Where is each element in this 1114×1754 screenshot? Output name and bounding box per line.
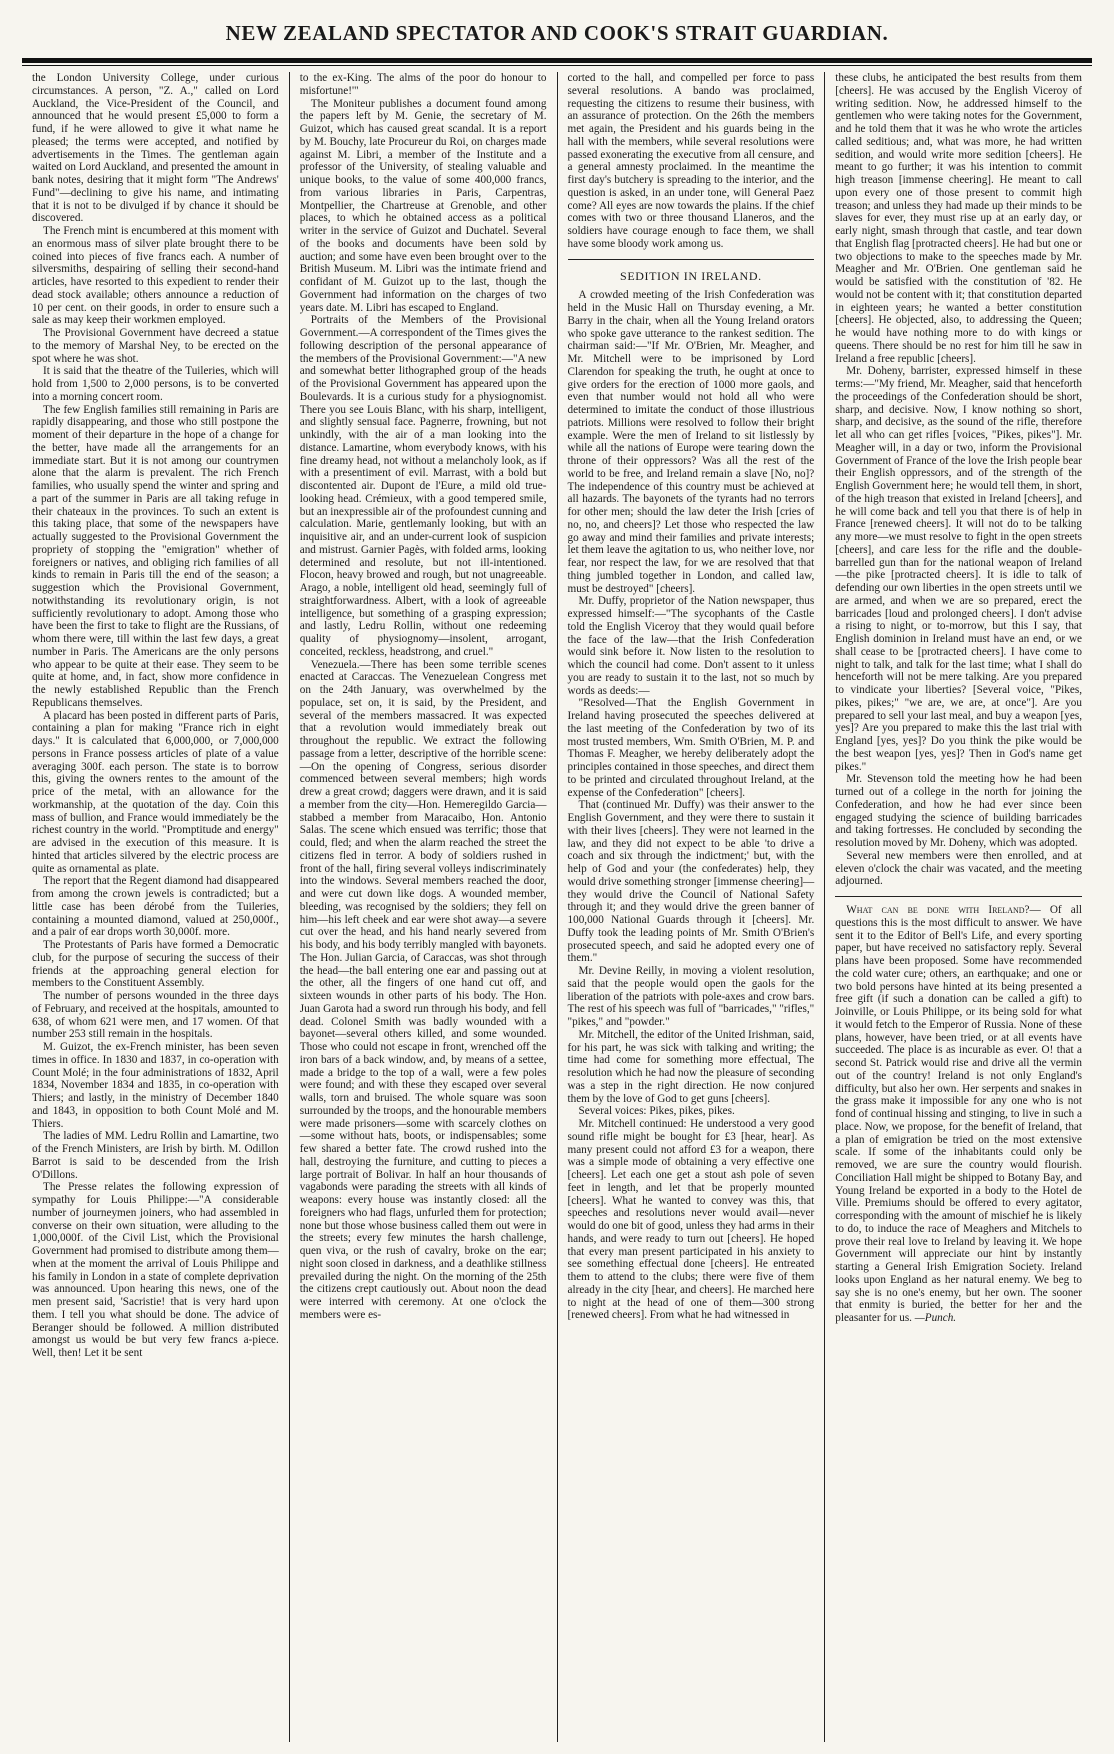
paragraph: M. Guizot, the ex-French minister, has been seven times in office. In 1830 and 1837, in co-operation with Count Molé; in the four administrations of 1832, April 1834, November 1834 and 1835, in co-operation with Thiers; and lastly, in the ministry of December 1840 and 1843, in opposition to both Count Molé and M. Thiers. bbox=[32, 1041, 279, 1130]
paragraph: Mr. Stevenson told the meeting how he had been turned out of a college in the north for joining the Confederation, and how he had ever since been engaged studying the science of building barricades and taking fortresses. He concluded by seconding the resolution moved by Mr. Doheny, which was adopted. bbox=[835, 773, 1082, 849]
paragraph: The ladies of MM. Ledru Rollin and Lamartine, two of the French Ministers, are Irish by birth. M. Odillon Barrot is said to be descended from the Irish O'Dillons. bbox=[32, 1130, 279, 1181]
paragraph: It is said that the theatre of the Tuileries, which will hold from 1,500 to 2,000 persons, is to be converted into a morning concert room. bbox=[32, 365, 279, 403]
column-3 bbox=[557, 72, 825, 1742]
paragraph: The French mint is encumbered at this moment with an enormous mass of silver plate brought there to be coined into pieces of five francs each. A number of silversmiths, despairing of selling their second-hand articles, have resorted to this expedient to render their dead stock available; others announce a reduction of 10 per cent. on their goods, in order to ensure such a sale as may keep their workmen employed. bbox=[32, 225, 279, 327]
paragraph: "Resolved—That the English Government in Ireland having prosecuted the speeches delivered at the last meeting of the Confederation by two of its most trusted members, Wm. Smith O'Brien, M. P. and Thomas F. Meagher, we hereby deliberately adopt the principles contained in those speeches, and direct them to be printed and circulated throughout Ireland, at the expense of the Confederation" [cheers]. bbox=[567, 697, 815, 799]
paragraph: The few English families still remaining in Paris are rapidly disappearing, and those who still postpone the moment of their departure in the hope of a change for the better, have made all the arrangements for an immediate start. But it is not among our countrymen alone that the alarm is prevalent. The rich French families, who usually spend the winter and spring and a part of the summer in Paris are all taking refuge in their chateaux in the provinces. To such an extent is this taking place, that some of the newspapers have actually suggested to the Provisional Government the propriety of stopping the "emigration" whether of foreigners or natives, and obliging rich families of all kinds to remain in Paris till the end of the season; a suggestion which the Provisional Government, notwithstanding its revolutionary origin, is not sufficiently revolutionary to adopt. Among those who have been the first to take to flight are the Russians, of whom there were, till within the last few days, a great number in Paris. The Americans are the only persons who appear to be quite at their ease. They seem to be quite at home, and, in fact, show more confidence in the newly established Republic than the French Republicans themselves. bbox=[32, 403, 279, 709]
paragraph: Several voices: Pikes, pikes, pikes. bbox=[578, 1105, 735, 1118]
section-divider bbox=[835, 896, 1082, 897]
paragraph: Mr. Devine Reilly, in moving a violent resolution, said that the people would open the gaols for the liberation of the patriots with pole-axes and crow bars. The rest of his speech was full of "barricades," "rifles," "pikes," and "powder." bbox=[567, 965, 815, 1028]
paragraph: these clubs, he anticipated the best results from them [cheers]. He was accused by the English Viceroy of writing sedition. Now, he addressed himself to the gentlemen who were taking notes for the Government, and he told them that it was he who wrote the articles called seditious; and, what was more, he had written sedition, and would write more sedition [cheers]. He meant to go further; it was his intention to commit high treason [immense cheering]. He meant to call upon every one of those present to commit high treason; and unless they had made up their minds to be slaves for ever, they must rise up at an early day, or early night, smash through that castle, and tear down that English flag [protracted cheers]. He had but one or two objections to make to the speeches made by Mr. Meagher and Mr. O'Brien. One gentleman said he would be satisfied with the constitution of '82. He would not be content with it; that constitution departed in eighteen years; he wanted a better constitution [cheers]. He objected, also, to addressing the Queen; he would have nothing more to do with kings or queens. There should be no rest for him till he saw in Ireland a free republic [cheers]. bbox=[835, 72, 1082, 365]
masthead-title: NEW ZEALAND SPECTATOR AND COOK'S STRAIT GUARDIAN. bbox=[225, 21, 889, 45]
paragraph: Mr. Mitchell, the editor of the United Irishman, said, for his part, he was sick with talking and writing; the time had come for something more effectual, The resolution which he had now the pleasure of seconding was a step in the right direction. He now conjured them by the love of God to get guns [cheers]. bbox=[567, 1028, 815, 1105]
punch-signoff: —Punch. bbox=[914, 1312, 957, 1324]
masthead-rule-thin bbox=[22, 65, 1092, 66]
paragraph: The Protestants of Paris have formed a Democratic club, for the purpose of securing the success of their friends at the approaching general election for members to the Constituent Assembly. bbox=[32, 939, 279, 990]
punch-heading: What can be done with Ireland?— bbox=[846, 904, 1041, 916]
column-4 bbox=[824, 72, 1092, 1742]
paragraph: to the ex-King. The alms of the poor do honour to misfortune!'" bbox=[299, 72, 547, 97]
column-2 bbox=[289, 72, 557, 1742]
paragraph: A placard has been posted in different parts of Paris, containing a plan for making "France rich in eight days." It is calculated that 6,000,000, or 7,000,000 persons in France possess articles of plate of a value averaging 300f. each person. The state is to borrow this, giving the owners rentes to the amount of the price of the metal, with an allowance for the workmanship, at the quotation of the day. Coin this mass of bullion, and France would immediately be the richest country in the world. "Promptitude and energy" are advised in the execution of this measure. It is hinted that articles silvered by the electric process are quite as ornamental as plate. bbox=[32, 709, 279, 875]
punch-body: Of all questions this is the most difficult to answer. We have sent it to the Editor of Bell's Life, and every sporting paper, but have received no satisfactory reply. Several plans have been proposed. Some have recommended the cold water cure; others, an earthquake; and one or two bold persons have hinted at its being presented a free gift (if such a donation can be called a gift) to Joinville, or Louis Philippe, or its being sold for what it would fetch to the Emperor of Russia. None of these plans, however, have been tried, or at all events have succeeded. The place is as incurable as ever. O! that a second St. Patrick would rise and drive all the vermin out of the country! Ireland is not only England's difficulty, but also her own. Her serpents and snakes in the grass make it impossible for any one who is not fond of continual hissing and stinging, to live in such a place. Now, we propose, for the benefit of Ireland, that a plan of emigration be tried on the most extensive scale. If some of the inhabitants could only be removed, we are sure the country would flourish. Conciliation Hall might be shipped to Botany Bay, and Young Ireland be exported in a body to the Hotel de Ville. Premiums should be offered to every agitator, corresponding with the amount of mischief he is likely to do, to induce the race of Meaghers and Mitchels to prove their real love to Ireland by leaving it. We hope Government will appreciate our hint by instantly starting a General Irish Emigration Society. Ireland looks upon England as her natural enemy. We beg to say she is no one's enemy, but her own. The sooner that enmity is buried, the better for her and the pleasanter for us. bbox=[835, 904, 1082, 1324]
paragraph: Portraits of the Members of the Provisional Government.—A correspondent of the Times gives the following description of the personal appearance of the members of the Provisional Government:—"A new and somewhat better lithographed group of the heads of the Provisional Government has appeared upon the Boulevards. It is a curious study for a physiognomist. There you see Louis Blanc, with his sharp, intelligent, and slightly sensual face. Pagnerre, frowning, but not unkindly, with the air of a man looking into the distance. Lamartine, whom everybody knows, with his fine dreamy head, not without a melancholy look, as if with a presentiment of evil. Marrast, with a bold but discontented air. Dupont de l'Eure, a mild old true-looking head. Crémieux, with a good tempered smile, but an inexpressible air of the profoundest cunning and calculation. Marie, gentlemanly looking, but with an inquisitive air, and an under-current look of suspicion and mistrust. Garnier Pagès, with folded arms, looking determined and resolute, but not ill-intentioned. Flocon, heavy browed and rough, but not unagreeable. Arago, a noble, intelligent old head, seemingly full of straightforwardness. Albert, with a look of agreeable intelligence, but something of a grasping expression; and lastly, Ledru Rollin, without one redeeming quality of physiognomy—insolent, arrogant, conceited, reckless, headstrong, and cruel." bbox=[299, 314, 547, 658]
masthead-rule-thick bbox=[22, 58, 1092, 63]
paragraph: corted to the hall, and compelled per force to pass several resolutions. A bando was proclaimed, requesting the citizens to resume their business, with an assurance of protection. On the 26th the members met again, the President and his guards being in the hall with the members, while several resolutions were passed exonerating the executive from all censure, and a general amnesty proclaimed. In the meantime the first day's butchery is spreading to the interior, and the question is asked, in an under tone, will General Paez come? All eyes are now towards the plains. If the chief comes with two or three thousand Llaneros, and the soldiers have courage enough to face them, we shall have some bloody work among us. bbox=[567, 72, 815, 250]
paragraph: That (continued Mr. Duffy) was their answer to the English Government, and they were there to sustain it with their lives [cheers]. They were not learned in the law, and they did not expect to be able 'to drive a coach and six through the indictment;' but, with the help of God and your (the confederates) help, they would drive something stronger [immense cheering]—they would drive the Council of National Safety through it; and they would drive the green banner of 100,000 National Guards through it [cheers]. Mr. Duffy took the leading points of Mr. Smith O'Brien's prosecuted speech, and said he adopted every one of them." bbox=[567, 799, 815, 965]
paragraph: Mr. Doheny, barrister, expressed himself in these terms:—"My friend, Mr. Meagher, said that henceforth the proceedings of the Confederation should be short, sharp, and decisive. Now, I know nothing so short, sharp, and decisive, as the sound of the rifle, therefore let all who can get rifles [voices, "Pikes, pikes"]. Mr. Meagher will, in a day or two, inform the Provisional Government of France of the love the Irish people bear their English oppressors, and of the strength of the English Government here; he would tell them, in short, of the high treason that existed in Ireland [cheers], and he will come back and tell you that there is of help in France [renewed cheers]. It will not do to be talking any more—we must resolve to fight in the open streets [cheers], and care less for the rifle and the double-barrelled gun than for the national weapon of Ireland—the pike [protracted cheers]. It is idle to talk of defending our own liberties in the open streets until we are armed, and when we are so prepared, erect the barricades [loud and prolonged cheers]. I don't advise a rising to night, or to-morrow, but this I say, that English dominion in Ireland must have an end, or we shall cease to be [protracted cheers]. I have come to night to talk, and talk for the last time; what I shall do henceforth will not be mere talking. Are you prepared to vindicate your liberties? [Several voice, "Pikes, pikes, pikes;" "we are, we are, at once"]. Are you prepared to sell your last meal, and buy a weapon [yes, yes]? Are you prepared to make this the last trial with England [yes, yes]? Do you think the pike would be the best weapon [yes, yes]? Then in God's name get pikes." bbox=[835, 365, 1082, 773]
paragraph: The Provisional Government have decreed a statue to the memory of Marshal Ney, to be erected on the spot where he was shot. bbox=[32, 327, 279, 365]
paragraph: The Presse relates the following expression of sympathy for Louis Philippe:—"A considerable number of journeymen joiners, who had assembled in converse on their own situation, were alluding to the 1,000,000f. of the Civil List, which the Provisional Government had promised to distribute among them—when at the moment the arrival of Louis Philippe and his family in London in a state of complete deprivation was announced. Upon hearing this news, one of the men present said, 'Sacristie! that is very hard upon them. I tell you what should be done. The advice of Beranger should be followed. A million distributed amongst us would be but very few francs a-piece. Well, then! Let it be sent bbox=[32, 1181, 279, 1359]
section-divider bbox=[568, 259, 815, 260]
paragraph: A crowded meeting of the Irish Confederation was held in the Music Hall on Thursday evening, a Mr. Barry in the chair, when all the Young Ireland orators who spoke gave utterance to the rankest sedition. The chairman said:—"If Mr. O'Brien, Mr. Meagher, and Mr. Mitchell were to be imprisoned by Lord Clarendon for speaking the truth, he ought at once to give orders for the erection of 1000 more gaols, and even that number would not hold all who were determined to imitate the conduct of those illustrious patriots. Millions were resolved to follow their bright example. Were the men of Ireland to sit listlessly by while all the nations of Europe were tearing down the throne of their oppressors? Was all the rest of the world to be free, and Ireland remain a slave [No, no]? The independence of this country must be achieved at all hazards. The bayonets of the tyrants had no terrors for other men; should the law deter the Irish [cries of no, no, and cheers]? Let those who respected the law go away and mind their families and private interests; let them leave the agitation to us, who neither love, nor fear, nor respect the law, for we are resolved that that thing jumbled together in London, and called law, must be destroyed" [cheers]. bbox=[567, 289, 815, 595]
paragraph: Mr. Mitchell continued: He understood a very good sound rifle might be bought for £3 [hear, hear]. As many present could not afford £3 for a weapon, there was a simple mode of obtaining a very effective one [cheers]. Let each one get a stout ash pole of seven feet in length, and let that be properly mounted [cheers]. What he wanted to convey was this, that speeches and resolutions never would avail—never would do one bit of good, unless they had arms in their hands, and were ready to turn out [cheers]. He hoped that every man present participated in his anxiety to see something effectual done [cheers]. He entreated them to attend to the clubs; there were five of them already in the city [hear, and cheers]. He marched here to night at the head of one of them—300 strong [renewed cheers]. From what he had witnessed in bbox=[567, 1118, 815, 1322]
paragraph: Mr. Duffy, proprietor of the Nation newspaper, thus expressed himself:—"The sycophants of the Castle told the English Viceroy that they would quail before the face of the law—that the Irish Confederation would sink before it. Now listen to the resolution to which the council had come. Don't assent to it unless you are ready to sustain it to the last, not so much by words as deeds:— bbox=[567, 595, 815, 697]
punch-article bbox=[835, 904, 1082, 1325]
paragraph: The report that the Regent diamond had disappeared from among the crown jewels is contradicted; but a little case has been dérobé from the Tuileries, containing a mounted diamond, valued at 250,000f., and a pair of ear drops worth 30,000f. more. bbox=[32, 875, 279, 939]
paragraph: The number of persons wounded in the three days of February, and received at the hospitals, amounted to 638, of whom 621 were men, and 17 women. Of that number 253 still remain in the hospitals. bbox=[32, 990, 279, 1041]
paragraph: Several new members were then enrolled, and at eleven o'clock the chair was vacated, and the meeting adjourned. bbox=[835, 849, 1082, 888]
paragraph: The Moniteur publishes a document found among the papers left by M. Genie, the secretary of M. Guizot, which has caused great scandal. It is a report by M. Bouchy, late Procureur du Roi, on charges made against M. Libri, a member of the Institute and a professor of the University, of stealing valuable and unique books, to the value of some 400,000 francs, from various libraries in Paris, Carpentras, Montpellier, the Chartreuse at Grenoble, and other places, to which he obtained access as a political writer in the service of Guizot and Duchatel. Several of the books and documents have been sold by auction; and some have even been brought over to the British Museum. M. Libri was the intimate friend and confidant of M. Guizot up to the last, though the Government had information on the charges of two years date. M. Libri has escaped to England. bbox=[299, 97, 547, 314]
paragraph: Venezuela.—There has been some terrible scenes enacted at Caraccas. The Venezuelean Congress met on the 24th January, was overwhelmed by the populace, set on, it is said, by the President, and several of the members massacred. It was expected that a revolution would immediately break out throughout the republic. We extract the following passage from a letter, descriptive of the horrible scene:—On the opening of Congress, serious disorder commenced between several members; high words drew a great crowd; daggers were drawn, and it is said a member from the city—Hon. Hemeregildo Garcia—stabbed a member from Maracaibo, Hon. Antonio Salas. The scene which ensued was terrific; those that could, fled; and when the alarm reached the street the citizens fled in terror. A body of soldiers rushed in front of the hall, firing several volleys indiscriminately into the windows. Several members reached the door, and were cut down like dogs. A wounded member, bleeding, was recognised by the soldiers; they fell on him—his left cheek and ear were shot away—a severe cut over the head, and his hand nearly severed from his body, and his body terribly mangled with bayonets. The Hon. Julian Garcia, of Caraccas, was shot through the head—the ball entering one ear and passing out at the other, all the fingers of one hand cut off, and sixteen wounds in other parts of his body. The Hon. Juan Garota had a sword run through his body, and fell dead. Colonel Smith was badly wounded with a bayonet—several others killed, and some wounded. Those who could not escape in front, wrenched off the iron bars of a back window, and, by means of a settee, made a bridge to the top of a wall, were a few poles were found; and with these they escaped over several walls, torn and bruised. The whole square was soon surrounded by the troops, and the honourable members were made prisoners—some with scarcely clothes on—some without hats, boots, or indispensables; some few shared a better fate. The crowd rushed into the hall, destroying the furniture, and cutting to pieces a large portrait of Bolivar. In half an hour thousands of vagabonds were parading the streets with all kinds of weapons: every house was instantly closed: all the foreigners who had flags, unfurled them for protection; none but those whose business called them out were in the streets; every few minutes the harsh challenge, quen viva, or the rush of cavalry, broke on the ear; night soon closed in darkness, and a deathlike stillness prevailed during the night. On the morning of the 25th the citizens crept cautiously out. About noon the dead were interred with ceremony. At one o'clock the members were es- bbox=[299, 658, 547, 1321]
column-1 bbox=[22, 72, 289, 1742]
paragraph: the London University College, under curious circumstances. A person, "Z. A.," called on Lord Auckland, the Vice-President of the Council, and announced that he would present £5,000 to form a fund, if he were allowed to give it what name he pleased; the terms were accepted, and notified by advertisements in the Times. The gentleman again waited on Lord Auckland, and presented the amount in bank notes, desiring that it might form "The Andrews' Fund"—declining to give his name, and intimating that it is not to be divulged if by chance it should be discovered. bbox=[32, 72, 279, 225]
columns bbox=[22, 72, 1092, 1742]
section-heading-sedition: SEDITION IN IRELAND. bbox=[620, 268, 762, 283]
